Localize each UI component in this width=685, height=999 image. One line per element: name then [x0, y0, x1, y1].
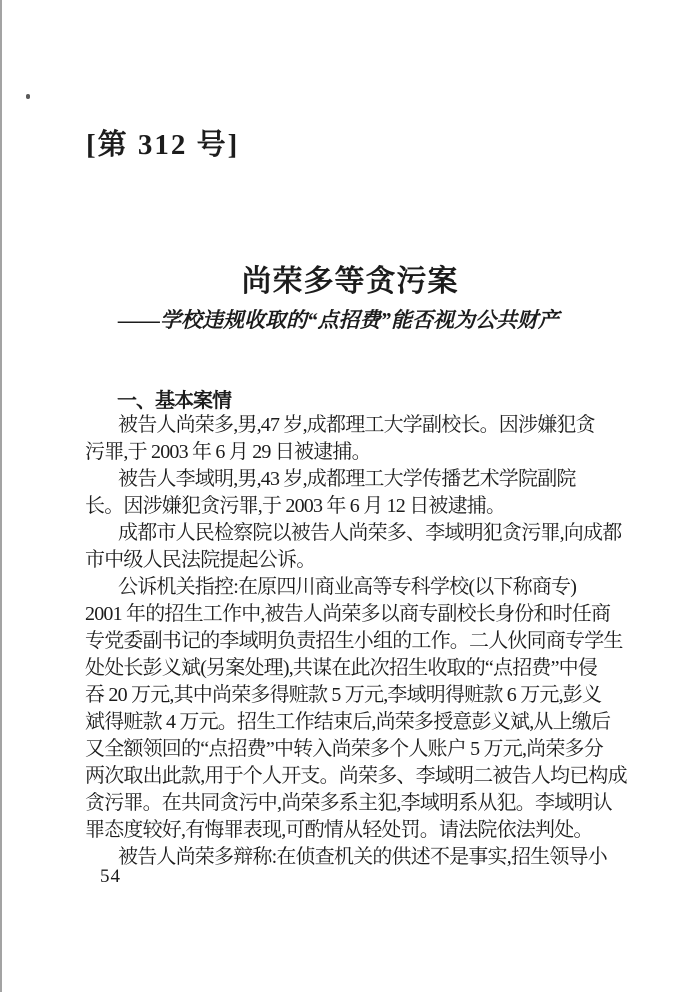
body-line: 污罪,于 2003 年 6 月 29 日被逮捕。	[85, 441, 371, 463]
body-line: 罪态度较好,有悔罪表现,可酌情从轻处罚。请法院依法判处。	[85, 819, 593, 841]
body-line: 公诉机关指控:在原四川商业高等专科学校(以下称商专)	[118, 576, 577, 598]
body-line: 被告人尚荣多辩称:在侦查机关的供述不是事实,招生领导小	[118, 846, 607, 868]
body-line: 被告人尚荣多,男,47 岁,成都理工大学副校长。因涉嫌犯贪	[118, 414, 595, 436]
body-line: 两次取出此款,用于个人开支。尚荣多、李域明二被告人均已构成	[85, 765, 627, 787]
body-line: 被告人李域明,男,43 岁,成都理工大学传播艺术学院副院	[118, 468, 576, 490]
body-line: 市中级人民法院提起公诉。	[85, 549, 316, 571]
body-line: 处处长彭义斌(另案处理),共谋在此次招生收取的“点招费”中侵	[85, 657, 598, 679]
body-line: 斌得赃款 4 万元。招生工作结束后,尚荣多授意彭义斌,从上缴后	[85, 711, 611, 733]
case-title: 尚荣多等贪污案	[241, 265, 459, 298]
body-line: 成都市人民检察院以被告人尚荣多、李域明犯贪污罪,向成都	[118, 522, 622, 544]
case-number: [第 312 号]	[86, 129, 240, 161]
body-line: 又全额领回的“点招费”中转入尚荣多个人账户 5 万元,尚荣多分	[85, 738, 603, 760]
scan-edge-line	[0, 0, 2, 992]
body-line: 专党委副书记的李域明负责招生小组的工作。二人伙同商专学生	[85, 630, 623, 652]
scan-speck	[26, 94, 30, 99]
page-number: 54	[100, 866, 121, 887]
section-heading: 一、基本案情	[117, 390, 231, 412]
body-line: 贪污罪。在共同贪污中,尚荣多系主犯,李域明系从犯。李域明认	[85, 792, 612, 814]
body-line: 吞 20 万元,其中尚荣多得赃款 5 万元,李域明得赃款 6 万元,彭义	[85, 684, 602, 706]
body-line: 2001 年的招生工作中,被告人尚荣多以商专副校长身份和时任商	[85, 603, 611, 625]
body-text	[85, 412, 627, 871]
body-line: 长。因涉嫌犯贪污罪,于 2003 年 6 月 12 日被逮捕。	[85, 495, 506, 517]
case-subtitle: ——学校违规收取的“点招费”能否视为公共财产	[118, 308, 559, 332]
